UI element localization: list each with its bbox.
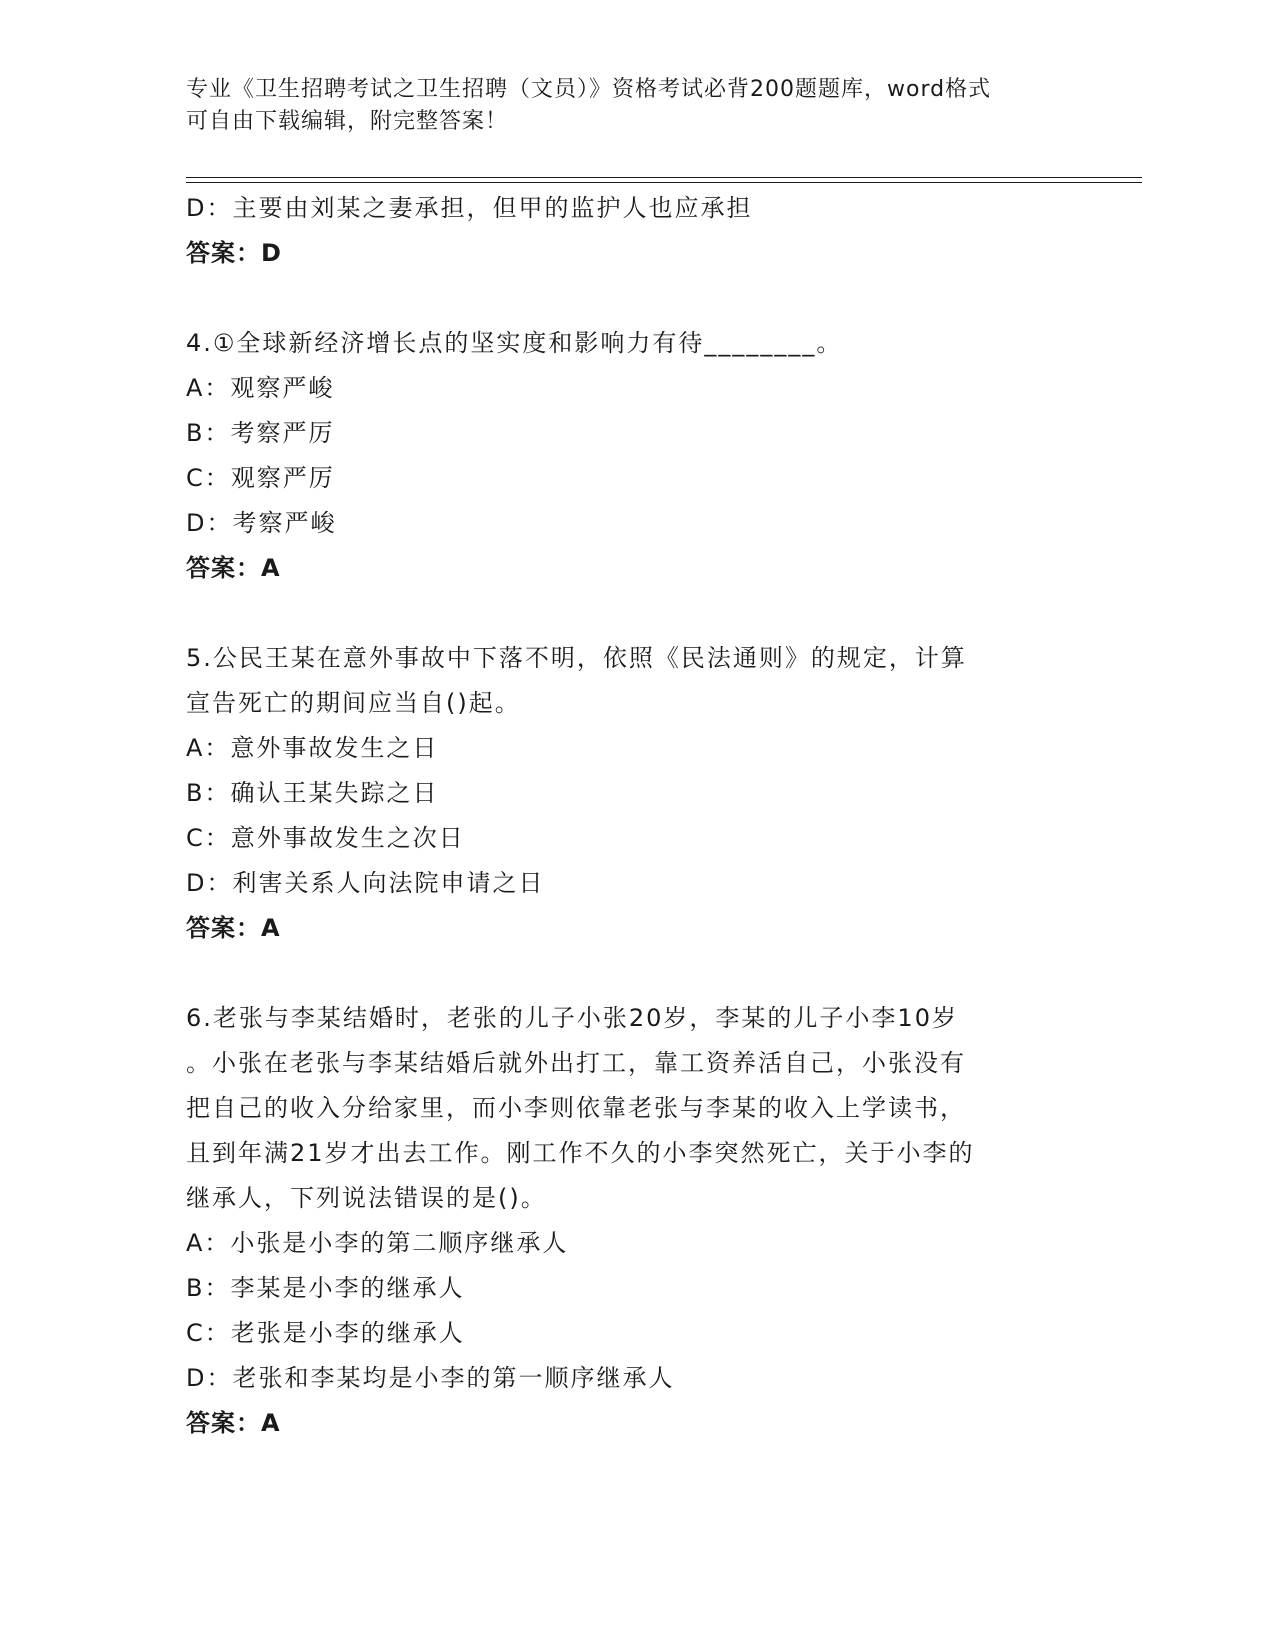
option-c: C：老张是小李的继承人 <box>186 1319 465 1347</box>
question-list <box>186 186 1086 1446</box>
question-text-line: 宣告死亡的期间应当自()起。 <box>186 689 521 717</box>
option-a: A：观察严峻 <box>186 374 335 402</box>
header-line-1: 专业《卫生招聘考试之卫生招聘（文员）》资格考试必背200题题库，word格式 <box>186 77 992 102</box>
option-a: A：意外事故发生之日 <box>186 734 439 762</box>
answer: 答案：A <box>186 914 281 942</box>
option-c: C：意外事故发生之次日 <box>186 824 465 852</box>
document-header <box>186 74 1066 138</box>
header-divider <box>186 177 1142 183</box>
question-text: 4.①全球新经济增长点的坚实度和影响力有待________。 <box>186 329 843 357</box>
option-d: D：利害关系人向法院申请之日 <box>186 869 545 897</box>
question-text-line: 把自己的收入分给家里，而小李则依靠老张与李某的收入上学读书， <box>186 1094 966 1122</box>
question-text-line: 6.老张与李某结婚时，老张的儿子小张20岁，李某的儿子小李10岁 <box>186 1004 958 1032</box>
question-text-line: 且到年满21岁才出去工作。刚工作不久的小李突然死亡，关于小李的 <box>186 1139 975 1167</box>
question-4 <box>186 321 1086 591</box>
option-b: B：李某是小李的继承人 <box>186 1274 465 1302</box>
option-c: C：观察严厉 <box>186 464 335 492</box>
question-text-line: 。小张在老张与李某结婚后就外出打工，靠工资养活自己，小张没有 <box>186 1049 966 1077</box>
option-d: D：考察严峻 <box>186 509 337 537</box>
option-b: B：确认王某失踪之日 <box>186 779 439 807</box>
question-text-line: 继承人，下列说法错误的是()。 <box>186 1184 547 1212</box>
answer: 答案：A <box>186 1409 281 1437</box>
previous-question-tail <box>186 186 1086 276</box>
option-a: A：小张是小李的第二顺序继承人 <box>186 1229 569 1257</box>
option-b: B：考察严厉 <box>186 419 335 447</box>
answer: 答案：A <box>186 554 281 582</box>
question-6 <box>186 996 1086 1446</box>
header-line-2: 可自由下载编辑，附完整答案！ <box>186 109 509 134</box>
option-d: D：老张和李某均是小李的第一顺序继承人 <box>186 1364 675 1392</box>
answer: 答案：D <box>186 239 282 267</box>
question-text-line: 5.公民王某在意外事故中下落不明，依照《民法通则》的规定，计算 <box>186 644 967 672</box>
question-5 <box>186 636 1086 951</box>
option-d: D：主要由刘某之妻承担，但甲的监护人也应承担 <box>186 194 753 222</box>
